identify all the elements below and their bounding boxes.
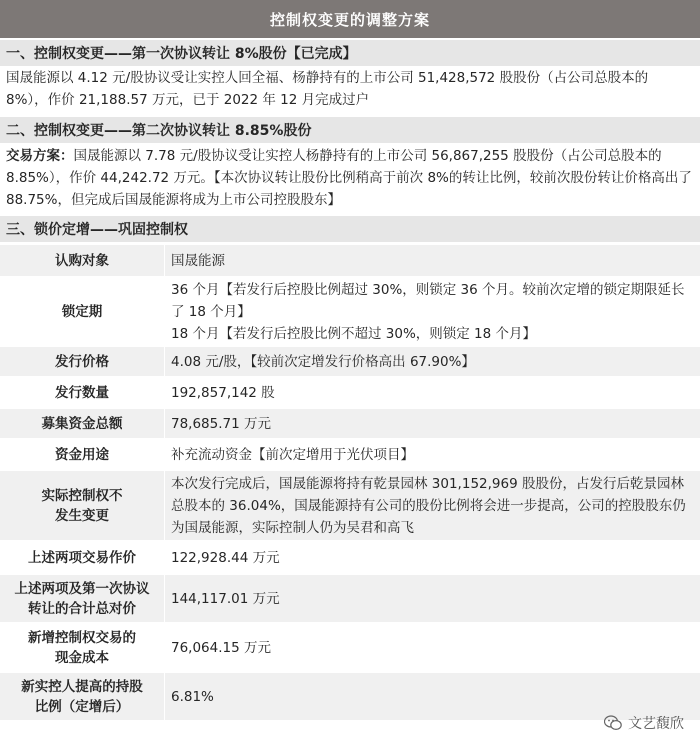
row-value-line: 国晟能源: [171, 252, 225, 269]
row-value: [165, 542, 700, 573]
watermark: [604, 713, 684, 733]
row-label: 上述两项交易作价: [0, 542, 165, 573]
row-value-line: 本次发行完成后，国晟能源将持有乾景园林 301,152,969 股股份，占发行后乾景园林总股本的 36.04%，国晟能源持有公司的股份比例将会进一步提高，公司的控股股东仍为国晟能源，实际控制人仍为吴君和高飞: [171, 475, 686, 536]
row-value: [165, 624, 700, 671]
row-value-line: 6.81%: [171, 688, 214, 705]
table-row: [0, 623, 700, 671]
table-row: [0, 574, 700, 622]
row-value: [165, 409, 700, 438]
table-row: [0, 408, 700, 438]
table-row: [0, 470, 700, 540]
row-value-line: 122,928.44 万元: [171, 549, 280, 566]
row-label: 资金用途: [0, 440, 165, 469]
row-value: [165, 471, 700, 540]
row-value: [165, 278, 700, 345]
table-title: 控制权变更的调整方案: [0, 0, 700, 38]
table-row: [0, 541, 700, 573]
row-value-line: 4.08 元/股，【较前次定增发行价格高出 67.90%】: [171, 353, 475, 370]
row-value-line: 补充流动资金【前次定增用于光伏项目】: [171, 446, 414, 463]
table-row: [0, 346, 700, 376]
row-value: [165, 245, 700, 276]
row-value-line: 78,685.71 万元: [171, 415, 271, 432]
row-label: 上述两项及第一次协议转让的合计总对价: [0, 575, 165, 622]
row-label: 锁定期: [0, 278, 165, 345]
table-row: [0, 377, 700, 407]
wechat-icon: [604, 715, 622, 731]
row-value: [165, 575, 700, 622]
row-label: 募集资金总额: [0, 409, 165, 438]
section3-heading: 三、锁价定增——巩固控制权: [0, 216, 700, 242]
row-value: [165, 378, 700, 407]
row-label: 新实控人提高的持股比例（定增后）: [0, 673, 165, 720]
row-value-line: 76,064.15 万元: [171, 639, 271, 656]
row-label: 发行价格: [0, 347, 165, 376]
section1-heading: 一、控制权变更——第一次协议转让 8%股份【已完成】: [0, 40, 700, 66]
section2-text: 国晟能源以 7.78 元/股协议受让实控人杨静持有的上市公司 56,867,255 股股份（占公司总股本的 8.85%），作价 44,242.72 万元。【本次协议转让股份比例稍高于前次 8%的转让比例，较前次股份转让价格高出了 88.75%，但完成后国晟能源将成为上市公司控股股东】: [6, 148, 692, 208]
row-label: 发行数量: [0, 378, 165, 407]
row-value-line: 192,857,142 股: [171, 384, 275, 401]
section2-label: 交易方案：: [6, 148, 74, 164]
table-row: [0, 277, 700, 345]
section1-body: 国晟能源以 4.12 元/股协议受让实控人回全福、杨静持有的上市公司 51,428,572 股股份（占公司总股本的 8%），作价 21,188.57 万元，已于 2022 年 12 月完成过户: [6, 70, 649, 108]
table-row: [0, 244, 700, 276]
watermark-text: 文艺馥欣: [628, 716, 684, 732]
section2-body: [0, 145, 700, 215]
row-value-line: 36 个月【若发行后控股比例超过 30%，则锁定 36 个月。较前次定增的锁定期限延长了 18 个月】: [171, 281, 685, 320]
row-label: 新增控制权交易的现金成本: [0, 624, 165, 671]
row-value: [165, 347, 700, 376]
table-row: [0, 672, 700, 720]
row-value-line: 18 个月【若发行后控股比例不超过 30%，则锁定 18 个月】: [171, 325, 537, 342]
table-row: [0, 439, 700, 469]
section2-heading: 二、控制权变更——第二次协议转让 8.85%股份: [0, 117, 700, 143]
row-value-line: 144,117.01 万元: [171, 590, 280, 607]
row-label: 认购对象: [0, 245, 165, 276]
row-label: 实际控制权不发生变更: [0, 471, 165, 540]
row-value: [165, 440, 700, 469]
